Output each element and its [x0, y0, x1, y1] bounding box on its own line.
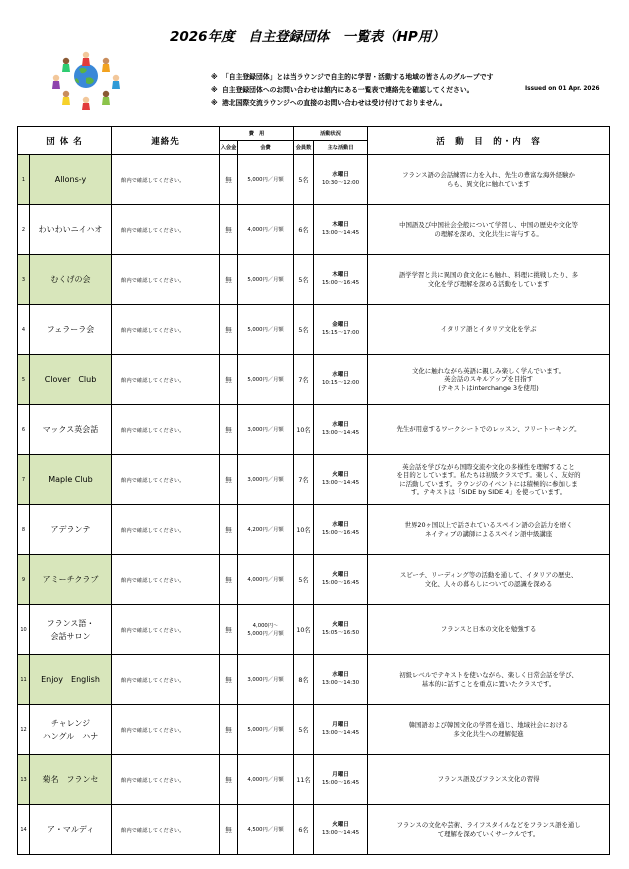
activity-day: 月曜日 [332, 772, 349, 778]
member-count: 10名 [294, 505, 314, 555]
header-fee: 費 用 [220, 127, 294, 141]
member-count: 5名 [294, 705, 314, 755]
contact: 館内で確認してください。 [112, 255, 220, 305]
table-row [18, 155, 610, 205]
contact: 館内で確認してください。 [112, 555, 220, 605]
row-number: 14 [18, 805, 30, 855]
monthly-fee: 5,000円／月額 [238, 355, 294, 405]
group-name: チャレンジ ハングル ハナ [30, 705, 112, 755]
activity-time [314, 455, 368, 505]
activity-description: 世界20ヶ国以上で話されているスペイン語の会話力を磨く ネイティブの講師によるスペイン語中級講座 [368, 505, 610, 555]
activity-hours: 13:00～14:45 [321, 729, 360, 736]
activity-time [314, 705, 368, 755]
activity-description: 英会話を学びながら国際交流や文化の多様性を理解すること を目的としています。私たちは初級クラスです。楽しく、友好的 に活動しています。ラウンジのイベントには積極的に参加しま す。テキストは「SIDE by SIDE 4」を使っています。 [368, 455, 610, 505]
monthly-fee: 5,000円／月額 [238, 305, 294, 355]
group-name: Enjoy English [30, 655, 112, 705]
group-table [17, 126, 610, 855]
activity-time [314, 305, 368, 355]
group-name: ア・マルディ [30, 805, 112, 855]
group-name: フェラーラ会 [30, 305, 112, 355]
group-name: Allons-y [30, 155, 112, 205]
activity-time [314, 405, 368, 455]
row-number: 13 [18, 755, 30, 805]
contact: 館内で確認してください。 [112, 205, 220, 255]
member-count: 5名 [294, 155, 314, 205]
row-number: 4 [18, 305, 30, 355]
monthly-fee: 5,000円／月額 [238, 705, 294, 755]
activity-day: 木曜日 [332, 272, 349, 278]
activity-time [314, 205, 368, 255]
note-line: ※ 港北国際交流ラウンジへの直接のお問い合わせは受け付けておりません。 [211, 99, 447, 107]
header-fee-entry: 入会金 [220, 141, 238, 155]
monthly-fee: 4,200円／月額 [238, 505, 294, 555]
contact: 館内で確認してください。 [112, 455, 220, 505]
activity-day: 火曜日 [332, 572, 349, 578]
table-row [18, 505, 610, 555]
member-count: 11名 [294, 755, 314, 805]
activity-hours: 15:15～17:00 [321, 329, 360, 336]
row-number: 9 [18, 555, 30, 605]
header-name: 団 体 名 [18, 127, 112, 155]
activity-time [314, 505, 368, 555]
header-status: 活動状況 [294, 127, 368, 141]
entry-fee: 無 [220, 405, 238, 455]
activity-time [314, 155, 368, 205]
entry-fee: 無 [220, 605, 238, 655]
monthly-fee: 5,000円／月額 [238, 255, 294, 305]
activity-day: 水曜日 [332, 522, 349, 528]
contact: 館内で確認してください。 [112, 755, 220, 805]
activity-day: 火曜日 [332, 472, 349, 478]
monthly-fee: 4,000円／月額 [238, 755, 294, 805]
member-count: 10名 [294, 405, 314, 455]
activity-day: 木曜日 [332, 222, 349, 228]
activity-day: 水曜日 [332, 372, 349, 378]
activity-hours: 15:00～16:45 [321, 529, 360, 536]
contact: 館内で確認してください。 [112, 355, 220, 405]
issued-date: Issued on 01 Apr. 2026 [525, 86, 600, 92]
table-row [18, 305, 610, 355]
member-count: 5名 [294, 305, 314, 355]
activity-description: 語学学習と共に異国の食文化にも触れ、料理に挑戦したり、多 文化を学び理解を深める活動をしています [368, 255, 610, 305]
activity-hours: 13:00～14:45 [321, 229, 360, 236]
activity-hours: 10:15～12:00 [321, 379, 360, 386]
entry-fee: 無 [220, 705, 238, 755]
activity-day: 水曜日 [332, 422, 349, 428]
entry-fee: 無 [220, 805, 238, 855]
activity-description: 初級レベルでテキストを使いながら、楽しく日常会話を学び、 基本的に話すことを重点に置いたクラスです。 [368, 655, 610, 705]
activity-hours: 13:00～14:45 [321, 429, 360, 436]
entry-fee: 無 [220, 305, 238, 355]
entry-fee: 無 [220, 655, 238, 705]
contact: 館内で確認してください。 [112, 805, 220, 855]
row-number: 2 [18, 205, 30, 255]
activity-description: スピーチ、リーディング等の活動を通して、イタリアの歴史、 文化、人々の暮らしについての認識を深める [368, 555, 610, 605]
activity-hours: 13:00～14:30 [321, 679, 360, 686]
row-number: 12 [18, 705, 30, 755]
monthly-fee: 4,500円／月額 [238, 805, 294, 855]
activity-description: フランス語の会話練習に力を入れ、先生の豊富な海外経験か らも、異文化に触れています [368, 155, 610, 205]
header-members: 会員数 [294, 141, 314, 155]
contact: 館内で確認してください。 [112, 155, 220, 205]
contact: 館内で確認してください。 [112, 305, 220, 355]
activity-description: フランス語及びフランス文化の習得 [368, 755, 610, 805]
table-row [18, 355, 610, 405]
monthly-fee: 3,000円／月額 [238, 455, 294, 505]
note-line: ※ 「自主登録団体」とは当ラウンジで自主的に学習・活動する地域の皆さんのグループです [211, 73, 494, 81]
activity-time [314, 605, 368, 655]
activity-time [314, 655, 368, 705]
group-name: Clover Club [30, 355, 112, 405]
entry-fee: 無 [220, 205, 238, 255]
activity-day: 水曜日 [332, 172, 349, 178]
group-name: アミーチクラブ [30, 555, 112, 605]
group-name: アデランテ [30, 505, 112, 555]
entry-fee: 無 [220, 505, 238, 555]
member-count: 5名 [294, 555, 314, 605]
table-row [18, 605, 610, 655]
note-line: ※ 自主登録団体へのお問い合わせは館内にある一覧表で連絡先を確認してください。 [211, 86, 474, 94]
monthly-fee: 3,000円／月額 [238, 405, 294, 455]
member-count: 10名 [294, 605, 314, 655]
table-row [18, 755, 610, 805]
activity-time [314, 555, 368, 605]
table-row [18, 455, 610, 505]
monthly-fee: 4,000円／月額 [238, 555, 294, 605]
activity-description: フランスの文化や芸術、ライフスタイルなどをフランス語を通し て理解を深めていくサークルです。 [368, 805, 610, 855]
group-name: マックス英会話 [30, 405, 112, 455]
activity-description: 中国語及び中国社会全般について学習し、中国の歴史や文化等 の理解を深め、文化共生に寄与する。 [368, 205, 610, 255]
row-number: 6 [18, 405, 30, 455]
notes-block [211, 71, 493, 110]
activity-hours: 10:30～12:00 [321, 179, 360, 186]
row-number: 7 [18, 455, 30, 505]
activity-time [314, 805, 368, 855]
row-number: 1 [18, 155, 30, 205]
globe-kids-logo [40, 48, 132, 110]
entry-fee: 無 [220, 455, 238, 505]
activity-day: 水曜日 [332, 672, 349, 678]
row-number: 5 [18, 355, 30, 405]
row-number: 3 [18, 255, 30, 305]
header-fee-monthly: 会費 [238, 141, 294, 155]
member-count: 5名 [294, 255, 314, 305]
monthly-fee: 3,000円／月額 [238, 655, 294, 705]
contact: 館内で確認してください。 [112, 655, 220, 705]
member-count: 8名 [294, 655, 314, 705]
member-count: 6名 [294, 805, 314, 855]
activity-hours: 15:00～16:45 [321, 279, 360, 286]
header-contact: 連絡先 [112, 127, 220, 155]
monthly-fee: 4,000円／月額 [238, 205, 294, 255]
entry-fee: 無 [220, 755, 238, 805]
activity-hours: 15:00～16:45 [321, 779, 360, 786]
entry-fee: 無 [220, 255, 238, 305]
page-title: 2026年度 自主登録団体 一覧表（HP用） [170, 29, 445, 45]
entry-fee: 無 [220, 155, 238, 205]
entry-fee: 無 [220, 355, 238, 405]
activity-day: 火曜日 [332, 822, 349, 828]
entry-fee: 無 [220, 555, 238, 605]
contact: 館内で確認してください。 [112, 705, 220, 755]
activity-day: 月曜日 [332, 722, 349, 728]
row-number: 10 [18, 605, 30, 655]
contact: 館内で確認してください。 [112, 405, 220, 455]
group-name: わいわいニイハオ [30, 205, 112, 255]
activity-hours: 13:00～14:45 [321, 479, 360, 486]
group-name: むくげの会 [30, 255, 112, 305]
table-row [18, 255, 610, 305]
table-row [18, 205, 610, 255]
row-number: 8 [18, 505, 30, 555]
activity-hours: 15:00～16:45 [321, 579, 360, 586]
activity-hours: 15:05～16:50 [321, 629, 360, 636]
member-count: 6名 [294, 205, 314, 255]
header-main-time: 主な活動日 [314, 141, 368, 155]
monthly-fee: 5,000円／月額 [238, 155, 294, 205]
activity-time [314, 355, 368, 405]
table-row [18, 555, 610, 605]
table-row [18, 705, 610, 755]
contact: 館内で確認してください。 [112, 505, 220, 555]
group-name: 菊名 フランセ [30, 755, 112, 805]
table-row [18, 805, 610, 855]
activity-description: 文化に触れながら英語に親しみ楽しく学んでいます。 英会話のスキルアップを目指す (テキストはinterchange 3を使用) [368, 355, 610, 405]
member-count: 7名 [294, 355, 314, 405]
header-activity: 活 動 目 的・内 容 [368, 127, 610, 155]
activity-description: フランスと日本の文化を勉強する [368, 605, 610, 655]
table-row [18, 655, 610, 705]
member-count: 7名 [294, 455, 314, 505]
activity-description: イタリア語とイタリア文化を学ぶ [368, 305, 610, 355]
contact: 館内で確認してください。 [112, 605, 220, 655]
group-name: Maple Club [30, 455, 112, 505]
monthly-fee: 4,000円～ 5,000円／月額 [238, 605, 294, 655]
table-row [18, 405, 610, 455]
activity-day: 金曜日 [332, 322, 349, 328]
activity-description: 先生が用意するワークシートでのレッスン、フリートーキング。 [368, 405, 610, 455]
activity-time [314, 755, 368, 805]
activity-time [314, 255, 368, 305]
activity-day: 火曜日 [332, 622, 349, 628]
row-number: 11 [18, 655, 30, 705]
activity-description: 韓国語および韓国文化の学習を通じ、地域社会における 多文化共生への理解促進 [368, 705, 610, 755]
activity-hours: 13:00～14:45 [321, 829, 360, 836]
group-name: フランス語・ 会話サロン [30, 605, 112, 655]
